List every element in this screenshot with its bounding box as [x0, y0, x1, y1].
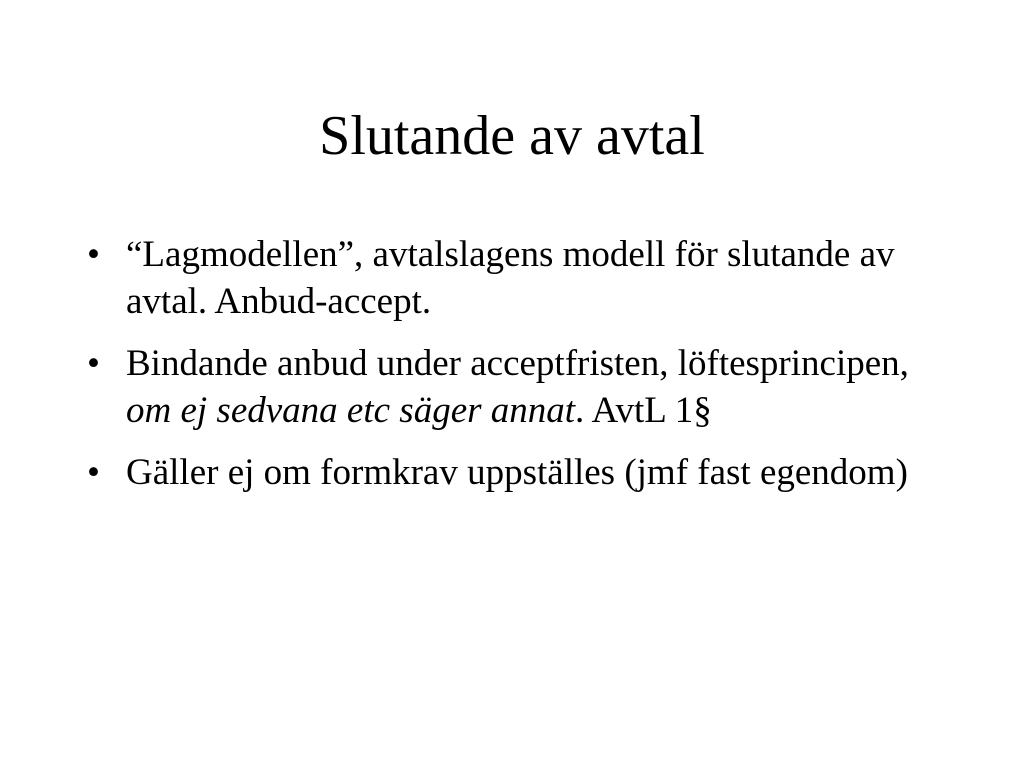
bullet-item-2 — [87, 340, 917, 434]
slide-title: Slutande av avtal — [319, 105, 705, 167]
bullet-item-3 — [87, 449, 917, 496]
bullet-text-3: Gäller ej om formkrav uppställes (jmf fast egendom) — [126, 452, 908, 493]
bullet-list — [87, 231, 917, 511]
bullet-icon: • — [87, 234, 100, 275]
bullet-icon: • — [87, 452, 100, 493]
bullet-item-1 — [87, 231, 917, 325]
bullet-text-2-start: Bindande anbud under acceptfristen, löftesprincipen, — [126, 343, 909, 384]
bullet-text-2-italic: om ej sedvana etc säger annat — [126, 390, 576, 431]
bullet-text-1: “Lagmodellen”, avtalslagens modell för slutande av avtal. Anbud-accept. — [126, 234, 895, 322]
bullet-text-2 — [126, 343, 909, 431]
bullet-icon: • — [87, 343, 100, 384]
bullet-text-2-end: . AvtL 1§ — [575, 390, 712, 431]
